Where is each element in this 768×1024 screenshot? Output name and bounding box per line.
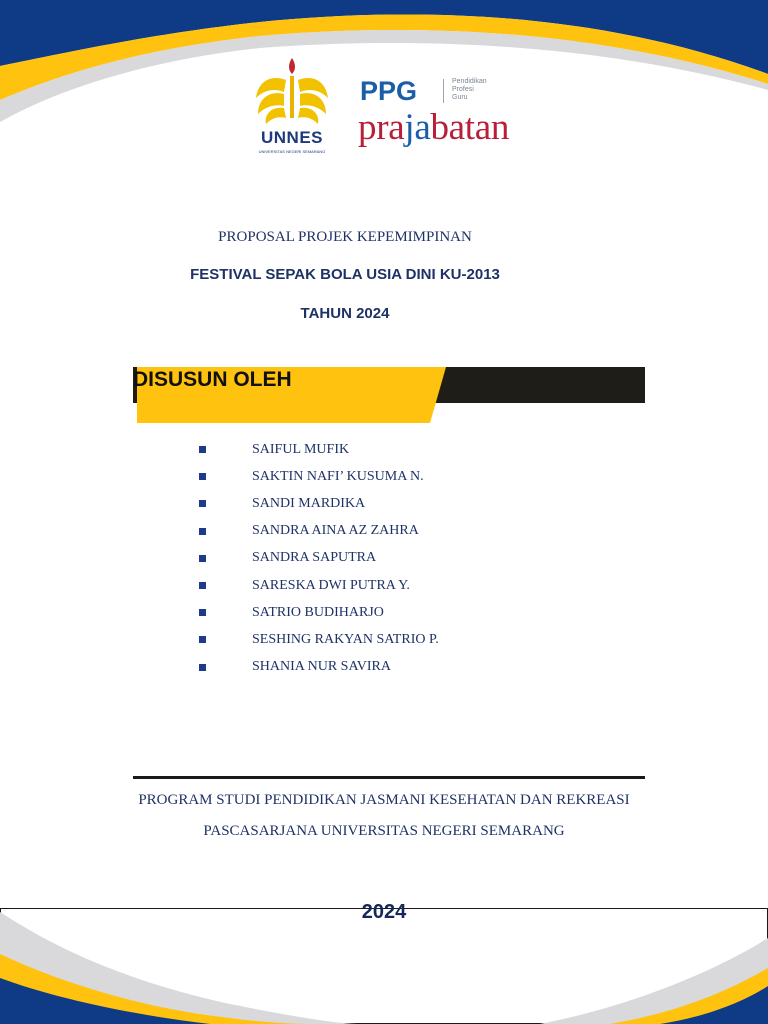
bullet-icon <box>199 609 206 616</box>
ppg-logo-word: prajabatan <box>358 107 510 148</box>
bullet-icon <box>199 446 206 453</box>
document-kind: PROPOSAL PROJEK KEPEMIMPINAN <box>218 229 472 245</box>
list-item: SARESKA DWI PUTRA Y. <box>196 572 439 599</box>
cover-year: 2024 <box>361 901 407 923</box>
study-program: PROGRAM STUDI PENDIDIKAN JASMANI KESEHATAN DAN REKREASI <box>138 792 630 808</box>
document-year: TAHUN 2024 <box>300 305 390 322</box>
ppg-logo-divider <box>443 79 444 103</box>
ppg-logo-subtitle: Pendidikan Profesi Guru <box>452 78 487 101</box>
authors-heading: DISUSUN OLEH <box>133 368 292 391</box>
list-item: SANDI MARDIKA <box>196 490 439 517</box>
list-item: SANDRA SAPUTRA <box>196 545 439 572</box>
unnes-logo-subtitle: UNIVERSITAS NEGERI SEMARANG <box>258 149 326 154</box>
list-item: SATRIO BUDIHARJO <box>196 599 439 626</box>
institution-name: PASCASARJANA UNIVERSITAS NEGERI SEMARANG <box>203 823 565 839</box>
list-item: SANDRA AINA AZ ZAHRA <box>196 518 439 545</box>
bullet-icon <box>199 582 206 589</box>
bullet-icon <box>199 555 206 562</box>
list-item: SESHING RAKYAN SATRIO P. <box>196 626 439 653</box>
list-item: SHANIA NUR SAVIRA <box>196 654 439 681</box>
bottom-wave-decoration <box>0 908 768 1024</box>
list-item: SAIFUL MUFIK <box>196 436 439 463</box>
document-title: FESTIVAL SEPAK BOLA USIA DINI KU-2013 <box>190 266 500 283</box>
bullet-icon <box>199 473 206 480</box>
ppg-logo-abbr: PPG <box>360 76 418 106</box>
bullet-icon <box>199 636 206 643</box>
unnes-logo-name: UNNES <box>260 128 323 147</box>
footer-divider <box>133 776 645 779</box>
author-list <box>196 436 439 681</box>
list-item: SAKTIN NAFI’ KUSUMA N. <box>196 463 439 490</box>
bullet-icon <box>199 500 206 507</box>
bullet-icon <box>199 664 206 671</box>
bullet-icon <box>199 528 206 535</box>
